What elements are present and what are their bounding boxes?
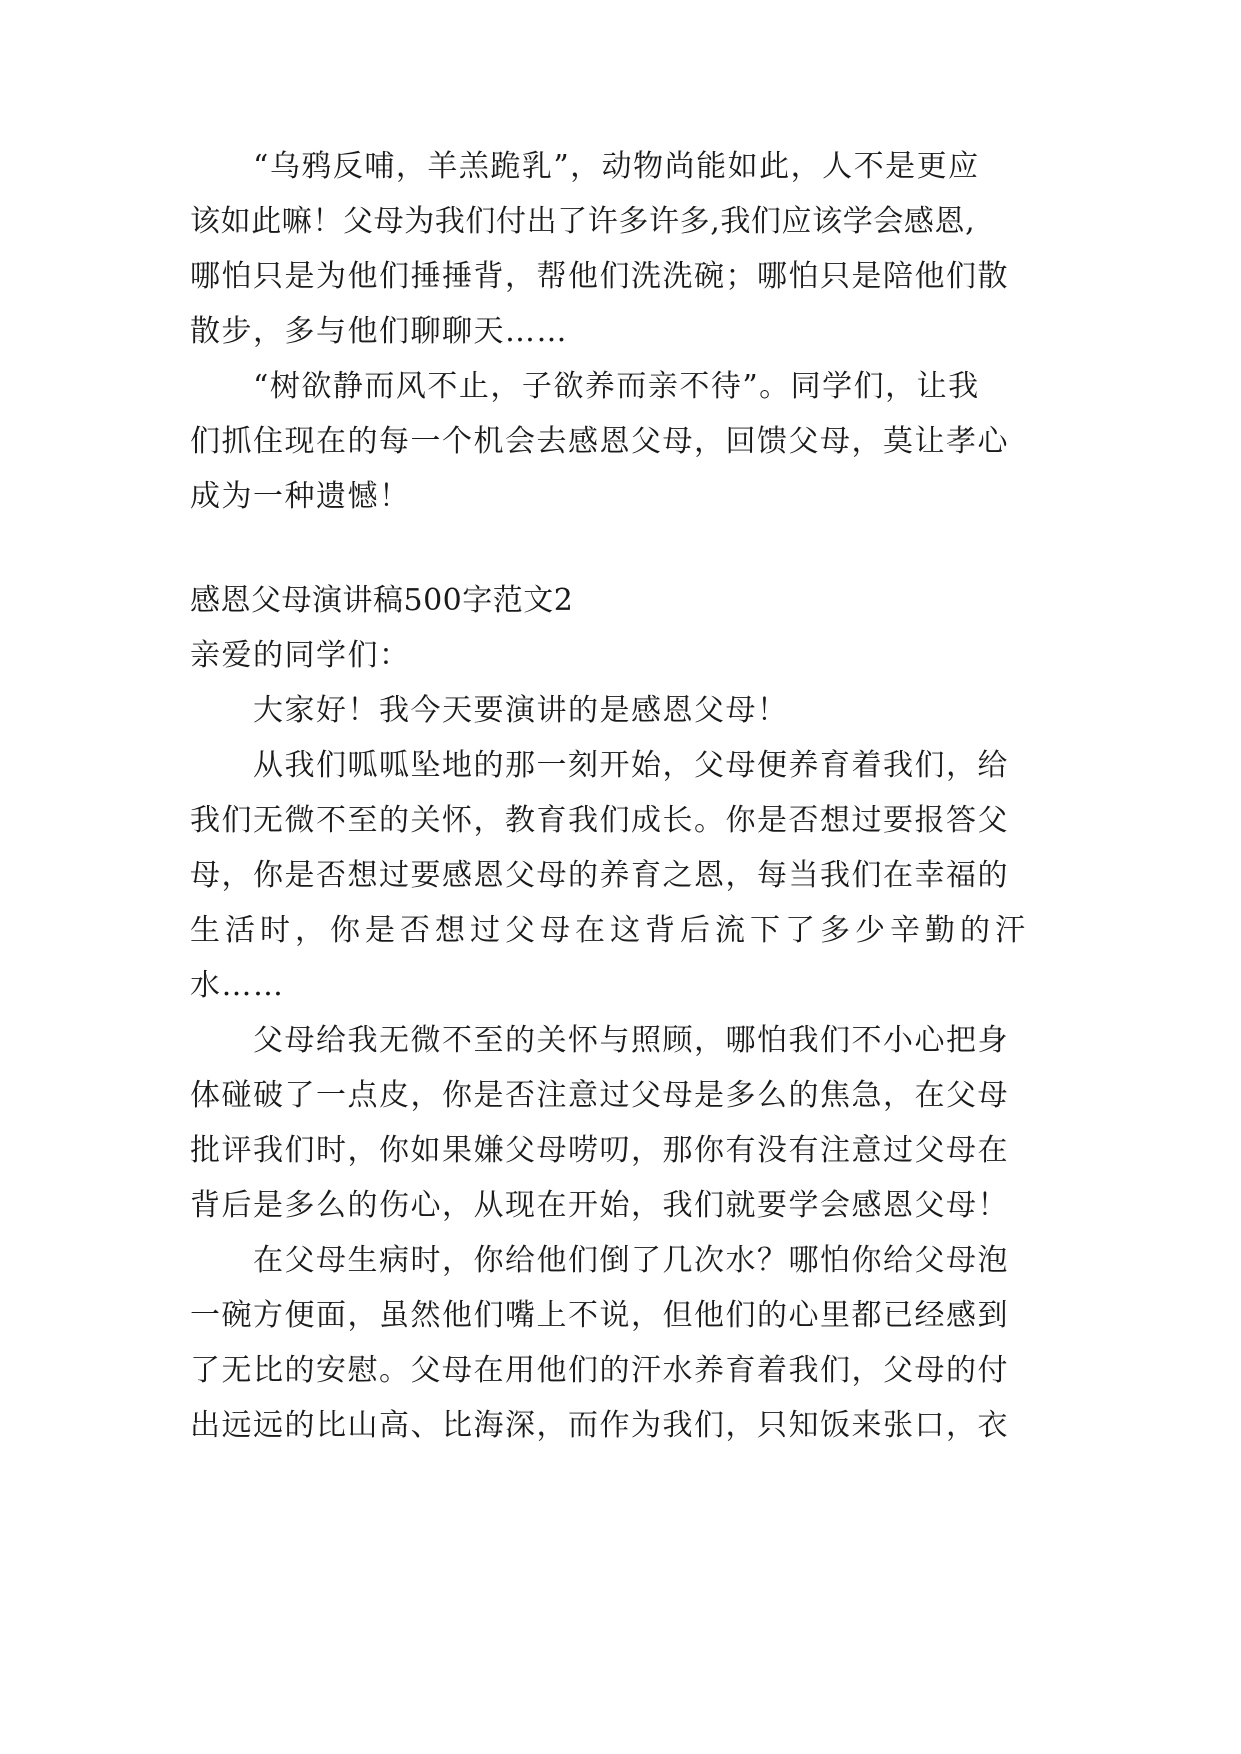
paragraph-line: 了无比的安慰。父母在用他们的汗水养育着我们，父母的付	[190, 1353, 1009, 1388]
paragraph-line: 哪怕只是为他们捶捶背，帮他们洗洗碗；哪怕只是陪他们散	[190, 259, 1009, 294]
paragraph-line: 水……	[190, 968, 285, 1003]
paragraph-line: “树欲静而风不止，子欲养而亲不待”。同学们，让我	[253, 369, 980, 404]
paragraph-line: 父母给我无微不至的关怀与照顾，哪怕我们不小心把身	[253, 1023, 1009, 1058]
paragraph-line: 生活时，你是否想过父母在这背后流下了多少辛勤的汗	[190, 913, 1030, 948]
section-title: 感恩父母演讲稿500字范文2	[190, 583, 574, 618]
paragraph-line: 出远远的比山高、比海深，而作为我们，只知饭来张口，衣	[190, 1408, 1009, 1443]
paragraph-line: 我们无微不至的关怀，教育我们成长。你是否想过要报答父	[190, 803, 1009, 838]
paragraph-line: 该如此嘛！父母为我们付出了许多许多,我们应该学会感恩,	[190, 204, 976, 239]
paragraph-line: 背后是多么的伤心，从现在开始，我们就要学会感恩父母！	[190, 1188, 1009, 1223]
paragraph-line: 成为一种遗憾！	[190, 479, 411, 514]
paragraph-line: 母，你是否想过要感恩父母的养育之恩，每当我们在幸福的	[190, 858, 1009, 893]
salutation: 亲爱的同学们：	[190, 638, 411, 673]
paragraph-line: 们抓住现在的每一个机会去感恩父母，回馈父母，莫让孝心	[190, 424, 1009, 459]
paragraph-line: “乌鸦反哺，羊羔跪乳”，动物尚能如此，人不是更应	[253, 149, 980, 184]
paragraph-line: 从我们呱呱坠地的那一刻开始，父母便养育着我们，给	[253, 748, 1009, 783]
paragraph-line: 批评我们时，你如果嫌父母唠叨，那你有没有注意过父母在	[190, 1133, 1009, 1168]
paragraph-line: 在父母生病时，你给他们倒了几次水？哪怕你给父母泡	[253, 1243, 1009, 1278]
paragraph-line: 散步，多与他们聊聊天……	[190, 314, 568, 349]
paragraph-line: 一碗方便面，虽然他们嘴上不说，但他们的心里都已经感到	[190, 1298, 1009, 1333]
greeting: 大家好！我今天要演讲的是感恩父母！	[253, 693, 789, 728]
paragraph-line: 体碰破了一点皮，你是否注意过父母是多么的焦急，在父母	[190, 1078, 1009, 1113]
